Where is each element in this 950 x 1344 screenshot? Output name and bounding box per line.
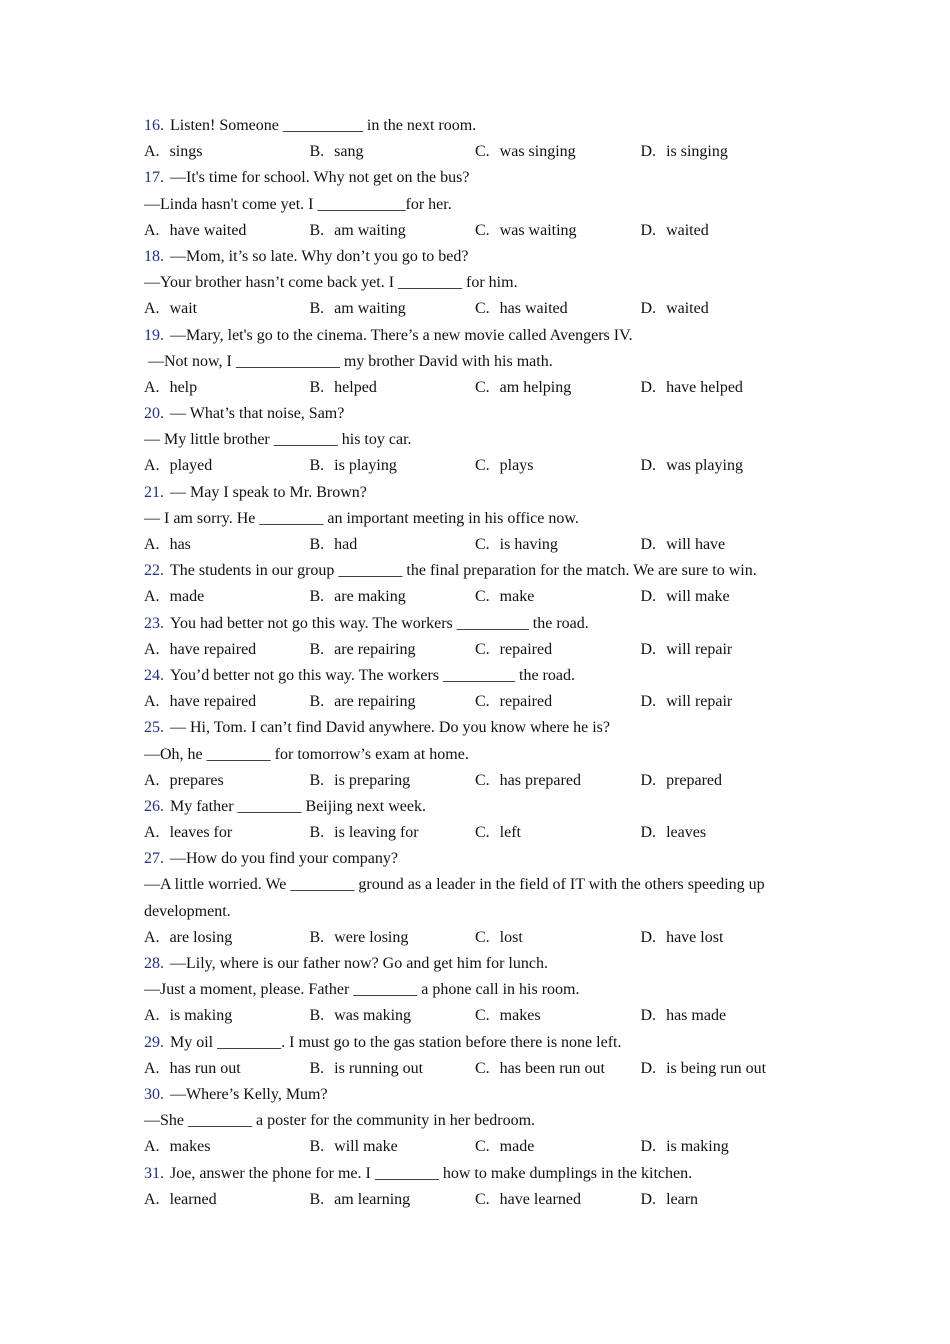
question-number: 31. (144, 1164, 164, 1182)
question-text: —It's time for school. Why not get on the bus? (170, 169, 470, 187)
option-d: D. was playing (640, 457, 743, 475)
question-text: —Just a moment, please. Father ________ a phone call in his room. (144, 981, 580, 999)
option-c: C. lost (475, 928, 523, 946)
worksheet (144, 113, 824, 1213)
question-31 (144, 1161, 824, 1213)
option-d: D. has made (640, 1007, 727, 1025)
question-text: —She ________ a poster for the community in her bedroom. (144, 1112, 536, 1130)
option-c: C. repaired (475, 693, 553, 711)
question-number: 16. (144, 117, 164, 134)
options-row (144, 925, 824, 951)
option-a: A. has (144, 536, 191, 553)
question-text: — I am sorry. He ________ an important meeting in his office now. (144, 509, 579, 527)
options-row (144, 1187, 824, 1213)
option-d: D. is singing (640, 143, 728, 161)
option-a: A. have waited (144, 221, 247, 239)
question-number: 25. (144, 719, 164, 737)
options-row (144, 532, 824, 558)
question-text: — Hi, Tom. I can’t find David anywhere. Do you know where he is? (170, 719, 610, 737)
question-text: My father ________ Beijing next week. (170, 797, 426, 815)
options-row (144, 218, 824, 244)
option-b: B. are repairing (309, 693, 416, 711)
question-27 (144, 846, 824, 951)
question-text: The students in our group ________ the final preparation for the match. We are sure to win. (170, 562, 757, 580)
option-c: C. has prepared (475, 771, 581, 789)
question-25 (144, 715, 824, 794)
question-19 (144, 323, 824, 402)
option-d: D. prepared (640, 771, 723, 789)
question-text: —Your brother hasn’t come back yet. I ________ for him. (144, 274, 518, 292)
option-d: D. is making (640, 1138, 729, 1156)
options-row (144, 296, 824, 322)
option-c: C. was singing (475, 143, 576, 161)
option-b: B. will make (309, 1138, 398, 1156)
option-c: C. was waiting (475, 221, 577, 239)
question-number: 26. (144, 797, 164, 815)
options-row (144, 584, 824, 610)
option-a: A. wait (144, 300, 198, 318)
option-a: A. is making (144, 1007, 233, 1025)
question-text: You’d better not go this way. The workers _________ the road. (170, 666, 575, 684)
question-number: 20. (144, 405, 164, 423)
question-18 (144, 244, 824, 323)
option-b: B. sang (309, 143, 364, 161)
question-text: My oil ________. I must go to the gas station before there is none left. (170, 1033, 622, 1051)
option-c: C. repaired (475, 640, 553, 658)
question-text: —Lily, where is our father now? Go and get him for lunch. (170, 955, 548, 973)
option-d: D. will repair (640, 640, 733, 658)
question-text: Joe, answer the phone for me. I ________ how to make dumplings in the kitchen. (170, 1164, 693, 1182)
question-number: 30. (144, 1085, 164, 1103)
option-b: B. are repairing (309, 640, 416, 658)
options-row (144, 1056, 824, 1082)
question-20 (144, 401, 824, 480)
option-a: A. sings (144, 143, 203, 161)
option-d: D. will have (640, 536, 726, 553)
option-c: C. plays (475, 457, 534, 475)
option-a: A. learned (144, 1190, 217, 1208)
option-c: C. makes (475, 1007, 541, 1025)
question-21 (144, 480, 824, 559)
question-number: 28. (144, 955, 164, 973)
option-b: B. is leaving for (309, 824, 419, 842)
question-number: 17. (144, 169, 164, 187)
option-b: B. had (309, 536, 358, 553)
question-26 (144, 794, 824, 846)
option-d: D. have lost (640, 928, 724, 946)
options-row (144, 375, 824, 401)
option-a: A. has run out (144, 1059, 241, 1077)
question-text: —Oh, he ________ for tomorrow’s exam at home. (144, 745, 469, 763)
options-row (144, 768, 824, 794)
options-row (144, 637, 824, 663)
option-d: D. will repair (640, 693, 733, 711)
option-a: A. leaves for (144, 824, 233, 842)
option-a: A. are losing (144, 928, 233, 946)
option-b: B. are making (309, 588, 406, 606)
question-29 (144, 1030, 824, 1082)
question-text: —Not now, I _____________ my brother David with his math. (144, 352, 553, 370)
question-30 (144, 1082, 824, 1161)
options-row (144, 1003, 824, 1029)
option-d: D. learn (640, 1190, 699, 1208)
option-c: C. made (475, 1138, 535, 1156)
option-a: A. have repaired (144, 693, 257, 711)
options-row (144, 689, 824, 715)
option-b: B. helped (309, 378, 377, 396)
options-row (144, 820, 824, 846)
question-number: 21. (144, 483, 164, 501)
option-a: A. played (144, 457, 213, 475)
option-c: C. is having (475, 536, 558, 553)
question-16 (144, 113, 824, 165)
option-c: C. am helping (475, 378, 572, 396)
question-text: — What’s that noise, Sam? (170, 405, 345, 423)
question-number: 23. (144, 614, 164, 632)
question-text: —Mom, it’s so late. Why don’t you go to bed? (170, 247, 469, 265)
options-row (144, 453, 824, 479)
question-text: —A little worried. We ________ ground as a leader in the field of IT with the others speeding up development. (144, 876, 765, 920)
option-a: A. made (144, 588, 205, 606)
option-a: A. help (144, 378, 198, 396)
question-text: — My little brother ________ his toy car. (144, 431, 412, 449)
option-d: D. is being run out (640, 1059, 767, 1077)
question-28 (144, 951, 824, 1030)
options-row (144, 139, 824, 165)
option-c: C. left (475, 824, 521, 842)
question-number: 27. (144, 850, 164, 868)
option-d: D. will make (640, 588, 730, 606)
option-d: D. waited (640, 221, 709, 239)
question-22 (144, 558, 824, 610)
question-text: —Mary, let's go to the cinema. There’s a new movie called Avengers IV. (170, 326, 633, 344)
option-b: B. is running out (309, 1059, 424, 1077)
question-17 (144, 165, 824, 244)
question-text: — May I speak to Mr. Brown? (170, 483, 367, 501)
option-b: B. was making (309, 1007, 412, 1025)
option-c: C. has waited (475, 300, 568, 318)
question-text: —Where’s Kelly, Mum? (170, 1085, 328, 1103)
option-d: D. leaves (640, 824, 707, 842)
option-c: C. has been run out (475, 1059, 605, 1077)
question-number: 19. (144, 326, 164, 344)
question-number: 29. (144, 1033, 164, 1051)
option-b: B. were losing (309, 928, 409, 946)
option-b: B. am waiting (309, 221, 406, 239)
question-text: You had better not go this way. The workers _________ the road. (170, 614, 589, 632)
option-a: A. have repaired (144, 640, 257, 658)
question-number: 22. (144, 562, 164, 580)
option-d: D. have helped (640, 378, 743, 396)
option-b: B. am learning (309, 1190, 411, 1208)
option-c: C. make (475, 588, 535, 606)
question-text: Listen! Someone __________ in the next room. (170, 117, 477, 134)
option-b: B. am waiting (309, 300, 406, 318)
option-d: D. waited (640, 300, 709, 318)
question-text: —Linda hasn't come yet. I ___________for her. (144, 195, 452, 213)
options-row (144, 1134, 824, 1160)
question-text: —How do you find your company? (170, 850, 398, 868)
question-24 (144, 663, 824, 715)
option-b: B. is preparing (309, 771, 411, 789)
question-number: 24. (144, 666, 164, 684)
option-b: B. is playing (309, 457, 397, 475)
question-23 (144, 611, 824, 663)
question-number: 18. (144, 247, 164, 265)
option-a: A. prepares (144, 771, 224, 789)
option-c: C. have learned (475, 1190, 581, 1208)
option-a: A. makes (144, 1138, 211, 1156)
